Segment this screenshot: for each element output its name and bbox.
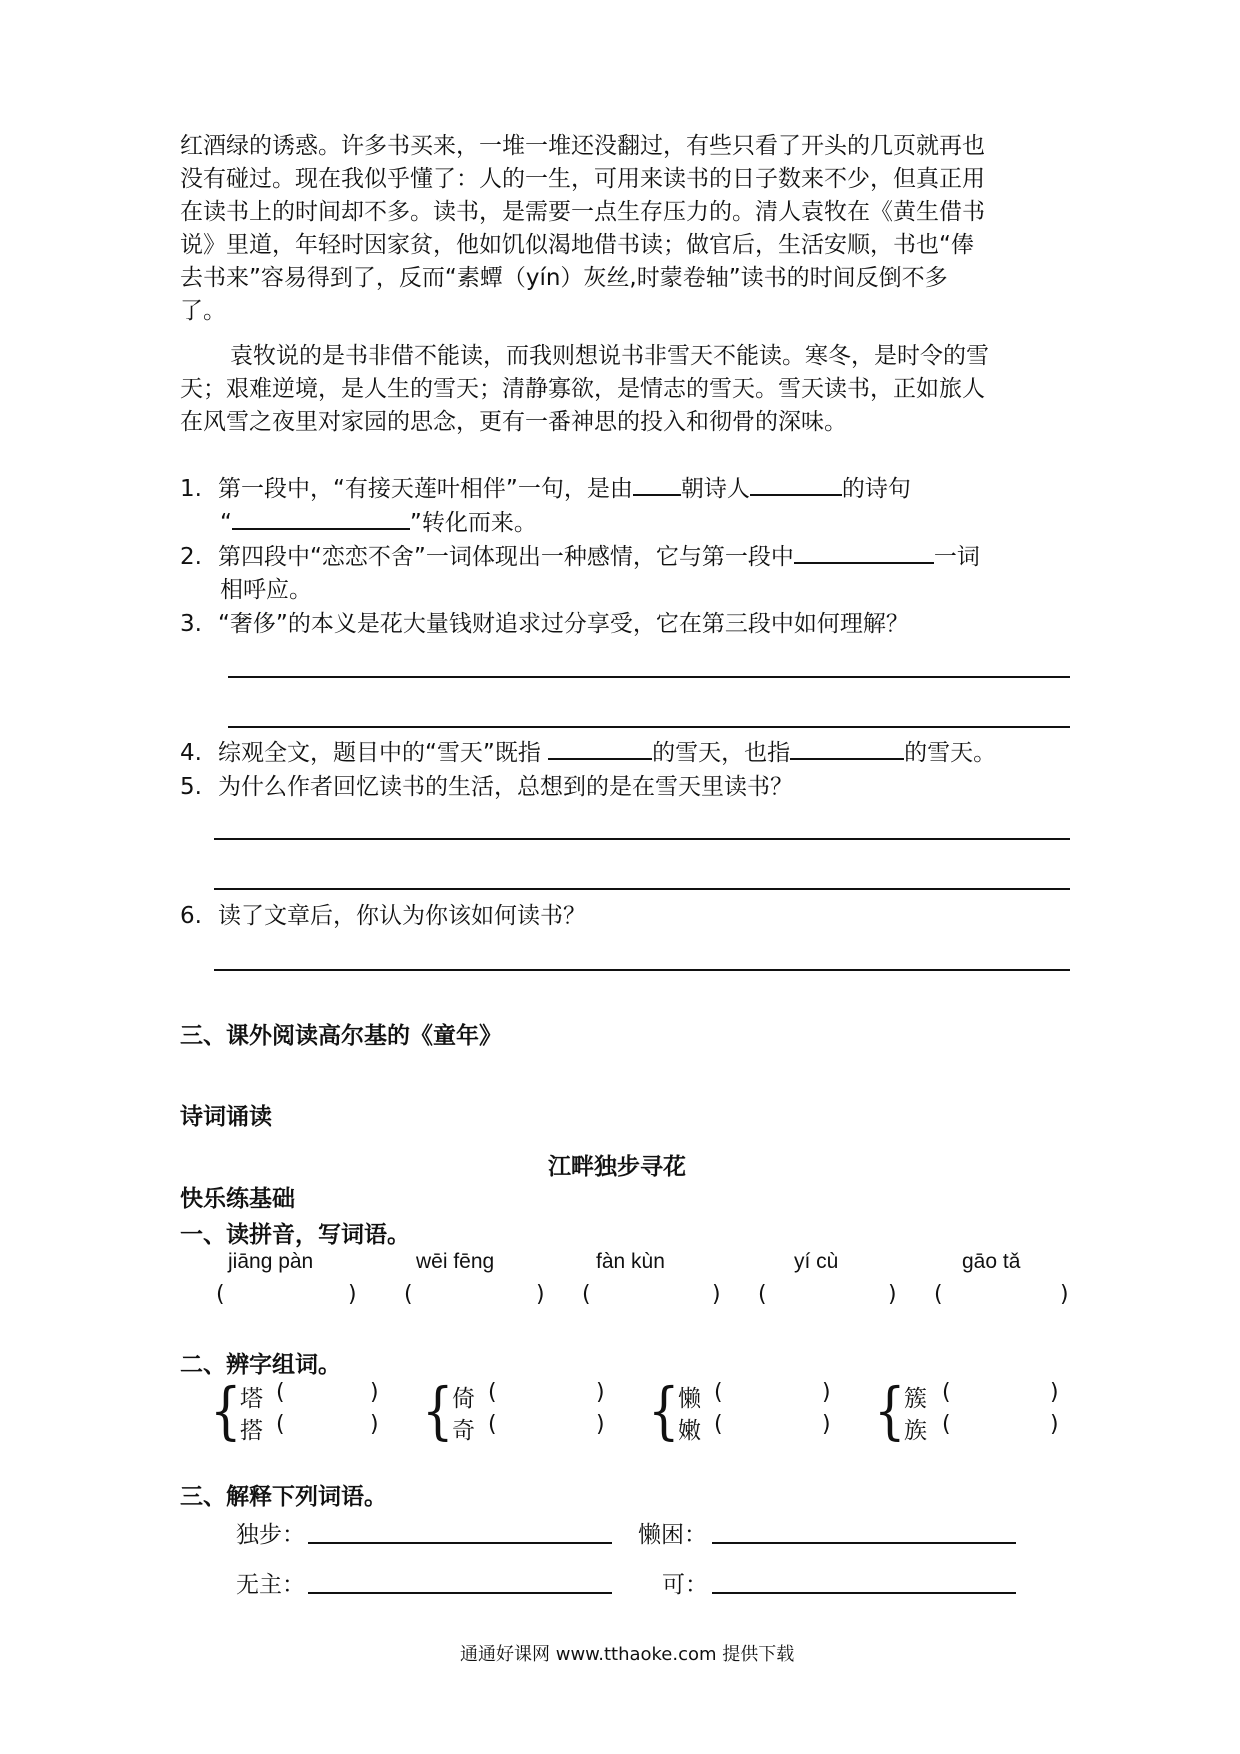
answer-blank-snow-1[interactable]	[548, 736, 652, 760]
question-text: 相呼应。	[220, 577, 312, 603]
term-label: 独步：	[236, 1522, 305, 1548]
pinyin-item: wēi fēng	[416, 1250, 495, 1273]
question-text: 读了文章后，你认为你该如何读书？	[218, 903, 586, 929]
brace-icon: {	[873, 1374, 906, 1447]
answer-paren-open: (	[488, 1412, 497, 1437]
exercise-1-title: 一、读拼音，写词语。	[180, 1222, 410, 1248]
question-number: 1.	[180, 476, 202, 502]
answer-blank-word[interactable]	[794, 540, 934, 564]
answer-paren-open: (	[714, 1380, 723, 1405]
question-3	[180, 608, 909, 641]
answer-paren-close: )	[712, 1282, 721, 1307]
answer-line[interactable]	[214, 888, 1070, 890]
char-item: 塔	[240, 1386, 263, 1412]
answer-paren-close: )	[370, 1380, 379, 1405]
char-item: 倚	[452, 1386, 475, 1412]
passage-line: 红酒绿的诱惑。许多书买来，一堆一堆还没翻过，有些只看了开头的几页就再也	[180, 133, 985, 159]
question-text: 的雪天。	[904, 740, 997, 766]
answer-paren-open: (	[276, 1380, 285, 1405]
answer-paren-open: (	[934, 1282, 943, 1307]
char-item: 簇	[904, 1386, 927, 1412]
pinyin-item: fàn kùn	[596, 1250, 665, 1273]
answer-paren-close: )	[1050, 1380, 1059, 1405]
subsection-heading: 快乐练基础	[180, 1186, 295, 1212]
answer-blank-snow-2[interactable]	[790, 736, 904, 760]
passage-line: 了。	[180, 298, 226, 324]
answer-blank-dynasty[interactable]	[633, 472, 681, 496]
brace-icon: {	[647, 1374, 680, 1447]
answer-line[interactable]	[712, 1592, 1016, 1594]
brace-icon: {	[209, 1374, 242, 1447]
question-text: “奢侈”的本义是花大量钱财追求过分享受，它在第三段中如何理解？	[218, 611, 909, 637]
answer-line[interactable]	[308, 1542, 612, 1544]
answer-paren-open: (	[488, 1380, 497, 1405]
answer-paren-close: )	[596, 1380, 605, 1405]
char-item: 族	[904, 1418, 927, 1444]
question-text: ”转化而来。	[409, 510, 537, 536]
question-text: “	[220, 510, 232, 536]
passage-line: 袁牧说的是书非借不能读，而我则想说书非雪天不能读。寒冬，是时令的雪	[230, 343, 989, 369]
exercise-3-title: 三、解释下列词语。	[180, 1484, 387, 1510]
answer-line[interactable]	[228, 676, 1070, 678]
question-1-continued	[220, 506, 537, 540]
passage-line: 在读书上的时间却不多。读书，是需要一点生存压力的。清人袁牧在《黄生借书	[180, 199, 985, 225]
question-number: 2.	[180, 544, 202, 570]
question-4	[180, 736, 996, 770]
char-item: 懒	[678, 1386, 701, 1412]
answer-paren-close: )	[348, 1282, 357, 1307]
question-number: 6.	[180, 903, 202, 929]
question-text: 的诗句	[841, 476, 911, 502]
passage-paragraph-2	[180, 340, 1070, 439]
pinyin-item: yí cù	[794, 1250, 839, 1273]
answer-line[interactable]	[228, 726, 1070, 728]
pinyin-item: jiāng pàn	[228, 1250, 314, 1273]
passage-line: 没有碰过。现在我似乎懂了：人的一生，可用来读书的日子数来不少，但真正用	[180, 166, 985, 192]
term-label: 无主：	[236, 1572, 305, 1598]
question-text: 第四段中“恋恋不舍”一词体现出一种感情，它与第一段中	[218, 544, 794, 570]
answer-paren-open: (	[582, 1282, 591, 1307]
footer-text: 通通好课网 www.tthaoke.com 提供下载	[460, 1644, 795, 1665]
answer-line[interactable]	[214, 838, 1070, 840]
answer-paren-open: (	[942, 1380, 951, 1405]
char-item: 奇	[452, 1418, 475, 1444]
passage-line: 说》里道，年轻时因家贫，他如饥似渴地借书读；做官后，生活安顺，书也“俸	[180, 232, 974, 258]
passage-line: 天；艰难逆境，是人生的雪天；清静寡欲，是情志的雪天。雪天读书，正如旅人	[180, 376, 985, 402]
section-heading: 三、课外阅读高尔基的《童年》	[180, 1023, 502, 1049]
answer-paren-close: )	[1060, 1282, 1069, 1307]
question-number: 4.	[180, 740, 202, 766]
pinyin-item: gāo tǎ	[962, 1250, 1021, 1273]
question-1	[180, 472, 911, 506]
question-text: 综观全文，题目中的“雪天”既指	[218, 740, 541, 766]
question-2-continued	[220, 574, 312, 607]
passage-line: 在风雪之夜里对家园的思念，更有一番神思的投入和彻骨的深味。	[180, 409, 847, 435]
char-item: 嫩	[678, 1418, 701, 1444]
question-text: 的雪天，也指	[652, 740, 791, 766]
passage-paragraph-1	[180, 130, 1070, 328]
answer-paren-open: (	[758, 1282, 767, 1307]
question-5	[180, 771, 793, 804]
answer-blank-poem-line[interactable]	[232, 506, 410, 530]
question-2	[180, 540, 980, 574]
answer-paren-open: (	[404, 1282, 413, 1307]
answer-paren-close: )	[888, 1282, 897, 1307]
question-text: 一词	[933, 544, 980, 570]
answer-paren-close: )	[370, 1412, 379, 1437]
question-text: 朝诗人	[680, 476, 750, 502]
question-text: 第一段中，“有接天莲叶相伴”一句，是由	[218, 476, 633, 502]
answer-line[interactable]	[308, 1592, 612, 1594]
question-6	[180, 900, 586, 933]
answer-paren-open: (	[714, 1412, 723, 1437]
poetry-heading: 诗词诵读	[180, 1104, 272, 1130]
question-number: 5.	[180, 774, 202, 800]
term-label: 懒困：	[638, 1522, 707, 1548]
answer-paren-close: )	[536, 1282, 545, 1307]
answer-paren-close: )	[822, 1380, 831, 1405]
answer-blank-poet[interactable]	[750, 472, 842, 496]
answer-paren-open: (	[216, 1282, 225, 1307]
poem-title: 江畔独步寻花	[548, 1154, 686, 1180]
char-item: 搭	[240, 1418, 263, 1444]
passage-line: 去书来”容易得到了，反而“素蟫（yín）灰丝,时蒙卷轴”读书的时间反倒不多	[180, 265, 948, 291]
exercise-2-title: 二、辨字组词。	[180, 1352, 341, 1378]
brace-icon: {	[421, 1374, 454, 1447]
term-label: 可：	[662, 1572, 708, 1598]
answer-paren-open: (	[942, 1412, 951, 1437]
answer-paren-close: )	[596, 1412, 605, 1437]
question-text: 为什么作者回忆读书的生活，总想到的是在雪天里读书？	[218, 774, 793, 800]
answer-line[interactable]	[712, 1542, 1016, 1544]
question-number: 3.	[180, 611, 202, 637]
answer-paren-close: )	[822, 1412, 831, 1437]
answer-line[interactable]	[214, 969, 1070, 971]
answer-paren-close: )	[1050, 1412, 1059, 1437]
answer-paren-open: (	[276, 1412, 285, 1437]
